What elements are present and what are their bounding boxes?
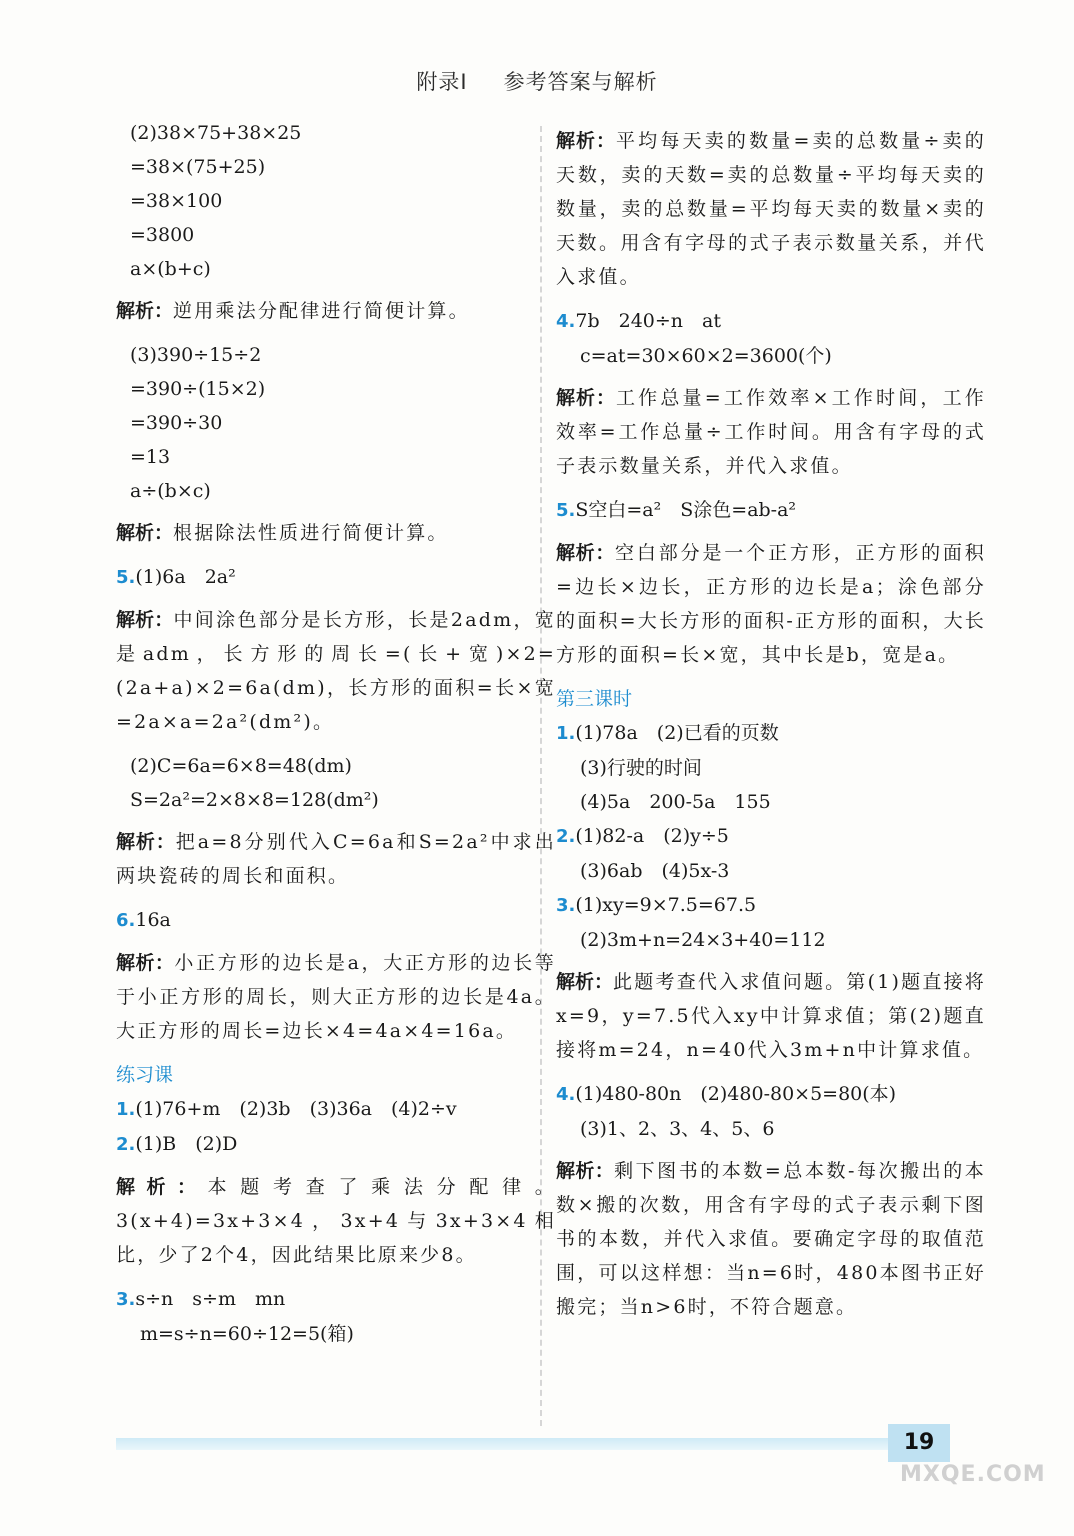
question-number: 5. [116, 567, 136, 588]
math-line: =3800 [130, 224, 195, 246]
answer-line [556, 1077, 986, 1112]
question-number: 5. [556, 500, 576, 521]
appendix-label: 附录Ⅰ [416, 70, 468, 94]
explanation-text: 把a=8分别代入C=6a和S=2a²中求出两块瓷砖的周长和面积。 [116, 831, 556, 887]
explanation-text: 逆用乘法分配律进行简便计算。 [173, 300, 470, 322]
explanation [556, 381, 986, 483]
math-line: a×(b+c) [130, 258, 211, 280]
explanation-label: 解析： [116, 300, 174, 322]
section-title: 第三课时 [556, 688, 633, 710]
answer-line [556, 888, 986, 923]
answer-line [116, 903, 556, 938]
math-line: =390÷(15×2) [130, 378, 266, 400]
answer-line [116, 1127, 556, 1162]
section-title: 练习课 [116, 1064, 174, 1086]
question-number: 6. [116, 910, 136, 931]
explanation-text: 平均每天卖的数量=卖的总数量÷卖的天数，卖的天数=卖的总数量÷平均每天卖的数量，卖的总数量=平均每天卖的数量×卖的天数。用含有字母的式子表示数量关系，并代入求值。 [556, 130, 986, 288]
watermark: MXQE.COM [900, 1462, 1046, 1487]
explanation-text: 中间涂色部分是长方形，长是2adm，宽是adm，长方形的周长=(长+宽)×2=(2a+a)×2=6a(dm)，长方形的面积=长×宽=2a×a=2a²(dm²)。 [116, 609, 556, 733]
answer-text: (1)78a (2)已看的页数 [575, 722, 779, 744]
question-number: 4. [556, 1084, 576, 1105]
answer-line [556, 716, 986, 751]
explanation-text: 根据除法性质进行简便计算。 [173, 522, 449, 544]
explanation-label: 解析： [116, 1176, 208, 1198]
right-column [556, 116, 986, 1334]
answer-text: s÷n s÷m mn [135, 1288, 286, 1310]
explanation-label: 解析： [556, 130, 616, 152]
explanation [116, 1170, 556, 1272]
question-number: 3. [116, 1289, 136, 1310]
question-number: 2. [116, 1134, 136, 1155]
math-line: =390÷30 [130, 412, 223, 434]
explanation-label: 解析： [556, 542, 615, 564]
answer-line [556, 304, 986, 339]
page-header [0, 66, 1074, 96]
answer-text: (1)82-a (2)y÷5 [575, 825, 729, 847]
explanation-text: 空白部分是一个正方形，正方形的面积=边长×边长，正方形的边长是a；涂色部分的面积=大长方形的面积-正方形的面积，大长方形的面积=长×宽，其中长是b，宽是a。 [556, 542, 986, 666]
explanation [116, 294, 556, 328]
math-line: (3)390÷15÷2 [130, 344, 262, 366]
answer-text: (1)480-80n (2)480-80×5=80(本) [575, 1083, 897, 1105]
left-column [116, 116, 556, 1351]
explanation [116, 825, 556, 893]
math-line: (3)行驶的时间 [580, 757, 702, 779]
explanation-label: 解析： [556, 971, 614, 993]
explanation-label: 解析： [116, 522, 174, 544]
explanation [116, 603, 556, 739]
answer-text: 7b 240÷n at [575, 310, 722, 332]
explanation-label: 解析： [556, 387, 616, 409]
answer-line [556, 493, 986, 528]
explanation-label: 解析： [116, 952, 175, 974]
explanation [116, 516, 556, 550]
math-line: S=2a²=2×8×8=128(dm²) [130, 789, 379, 811]
page-number: 19 [888, 1424, 950, 1462]
math-line: (2)38×75+38×25 [130, 122, 302, 144]
math-line: (2)C=6a=6×8=48(dm) [130, 755, 352, 777]
explanation-label: 解析： [116, 609, 174, 631]
answer-text: S空白=a² S涂色=ab-a² [575, 499, 797, 521]
math-line: m=s÷n=60÷12=5(箱) [140, 1323, 354, 1345]
footer-band [116, 1438, 946, 1450]
explanation-text: 本题考查了乘法分配律。3(x+4)=3x+3×4，3x+4与3x+3×4相比，少了2个4，因此结果比原来少8。 [116, 1176, 556, 1266]
answer-text: (1)76+m (2)3b (3)36a (4)2÷v [135, 1098, 457, 1120]
explanation [556, 965, 986, 1067]
question-number: 4. [556, 311, 576, 332]
explanation-text: 小正方形的边长是a，大正方形的边长等于小正方形的周长，则大正方形的边长是4a。大正方形的周长=边长×4=4a×4=16a。 [116, 952, 556, 1042]
math-line: a÷(b×c) [130, 480, 211, 502]
explanation-label: 解析： [556, 1160, 615, 1182]
question-number: 3. [556, 895, 576, 916]
question-number: 1. [116, 1099, 136, 1120]
question-number: 1. [556, 723, 576, 744]
math-line: =38×(75+25) [130, 156, 266, 178]
answer-line [556, 819, 986, 854]
explanation-text: 工作总量=工作效率×工作时间，工作效率=工作总量÷工作时间。用含有字母的式子表示数量关系，并代入求值。 [556, 387, 986, 477]
answer-text: (1)B (2)D [135, 1133, 238, 1155]
math-line: c=at=30×60×2=3600(个) [580, 345, 832, 367]
answer-text: (1)xy=9×7.5=67.5 [575, 894, 757, 916]
math-line: =38×100 [130, 190, 223, 212]
math-line: (3)1、2、3、4、5、6 [580, 1118, 775, 1140]
answer-line [116, 1282, 556, 1317]
explanation [116, 946, 556, 1048]
explanation-label: 解析： [116, 831, 176, 853]
answer-line [116, 560, 556, 595]
answer-line [116, 1092, 556, 1127]
answer-text: 16a [135, 909, 171, 931]
header-title: 参考答案与解析 [503, 70, 658, 94]
explanation-text: 此题考查代入求值问题。第(1)题直接将x=9，y=7.5代入xy中计算求值；第(2)题直接将m=24，n=40代入3m+n中计算求值。 [556, 971, 986, 1061]
question-number: 2. [556, 826, 576, 847]
explanation [556, 124, 986, 294]
explanation [556, 1154, 986, 1324]
math-line: =13 [130, 446, 171, 468]
explanation [556, 536, 986, 672]
math-line: (2)3m+n=24×3+40=112 [580, 929, 826, 951]
answer-text: (1)6a 2a² [135, 566, 236, 588]
math-line: (3)6ab (4)5x-3 [580, 860, 730, 882]
math-line: (4)5a 200-5a 155 [580, 791, 771, 813]
explanation-text: 剩下图书的本数=总本数-每次搬出的本数×搬的次数，用含有字母的式子表示剩下图书的本数，并代入求值。要确定字母的取值范围，可以这样想：当n=6时，480本图书正好搬完；当n>6时，不符合题意。 [556, 1160, 986, 1318]
